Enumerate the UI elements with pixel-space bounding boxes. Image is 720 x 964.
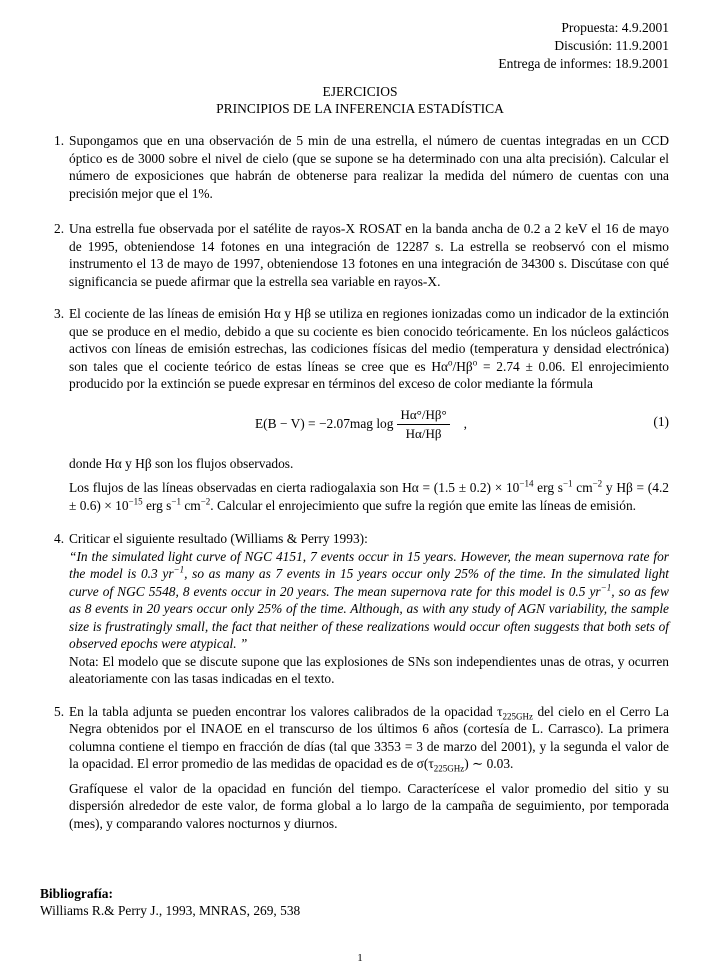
bibliography-title: Bibliografía: [40, 886, 113, 901]
exercise-5 [40, 703, 669, 833]
exercise-3 [40, 305, 669, 514]
exercise-paragraph: En la tabla adjunta se pueden encontrar los valores calibrados de la opacidad $\tau_{225GHz}$ del cielo en el Cerro La Negra obtenidos por el INAOE en el transcurso de los últimos 6 años (cortesía de L. Carrasco). La primera columna contiene el tiempo en fracción de días (tal que 3353 = 3 de marzo del 2001), y la segunda el valor de la opacidad. El error promedio de las medidas de opacidad es de $\sigma(\tau_{225GHz})$ ∼ 0.03. [69, 703, 669, 774]
equation-comma: , [463, 416, 468, 432]
page-title [0, 83, 720, 117]
equation [69, 401, 669, 449]
exercise-paragraph: El cociente de las líneas de emisión Hα y Hβ se utiliza en regiones ionizadas como un indicador de la extinción que se produce en el medio, debido a que su cociente es bien conocido teóricamente. En los núcleos galácticos activos con líneas de emisión estrechas, las codiciones físicas del medio (temperatura y densidad electrónica) son tales que el cociente teórico de estas líneas se cree que es $H\alpha^o/H\beta^o = 2.74 \pm 0.06$. El enrojecimiento producido por la extinción se puede expresar en términos del exceso de color mediante la fórmula [69, 306, 669, 391]
title-line-1: EJERCICIOS [322, 84, 398, 99]
exercise-number: 5. [54, 703, 65, 719]
delivery-date: Entrega de informes: 18.9.2001 [498, 56, 669, 71]
title-line-2: PRINCIPIOS DE LA INFERENCIA ESTADÍSTICA [216, 101, 504, 116]
exercise-intro: Criticar el siguiente resultado (Williams & Perry 1993): [69, 531, 368, 546]
exercise-paragraph: donde Hα y Hβ son los flujos observados. [69, 455, 294, 471]
exercise-text: Una estrella fue observada por el satélite de rayos-X ROSAT en la banda ancha de 0.2 a 2 keV el 16 de mayo de 1995, obteniendose 14 fotones en una integración de 12287 s. La estrella se reobservó con el mismo instrumento el 13 de mayo de 1997, obteniendose 13 fotones en una integración de 34300 s. Discútase con qué significancia se puede afirmar que la estrella sea variable en rayos-X. [69, 221, 669, 289]
fraction-denominator: Hα/Hβ [405, 425, 442, 441]
page-number: 1 [357, 952, 363, 964]
proposal-date: Propuesta: 4.9.2001 [561, 20, 669, 35]
fraction-numerator: Hα°/Hβ° [397, 407, 449, 425]
equation-number: (1) [653, 413, 669, 429]
exercise-number: 2. [54, 221, 65, 236]
exercise-note: Nota: El modelo que se discute supone que las explosiones de SNs son independientes unas de otras, y ocurren aleatoriamente con las tasas indicadas en el texto. [69, 653, 669, 686]
exercise-text: Supongamos que en una observación de 5 min de una estrella, el número de cuentas integradas en un CCD óptico es de 3000 sobre el nivel de cielo (que se supone se ha determinado con una alta precisión). Calcular el número de exposiciones que habrán de obtenerse para realizar la medida del número de cuentas con una precisión mejor que el 1%. [69, 133, 669, 201]
equation-lhs: E(B − V) = −2.07mag log [255, 416, 394, 432]
exercise-2 [40, 220, 669, 290]
exercise-1 [40, 132, 669, 202]
exercise-paragraph: Grafíquese el valor de la opacidad en función del tiempo. Caracterícese el valor promedio del sitio y su dispersión alrededor de este valor, de forma global a lo largo de la campaña de seguimiento, por temporada (mes), y comparando valores nocturnos y diurnos. [69, 780, 669, 831]
exercise-number: 4. [54, 531, 65, 546]
exercise-list [40, 132, 669, 832]
exercise-paragraph: Los flujos de las líneas observadas en cierta radiogalaxia son $H\alpha = (1.5 \pm 0.2) \times 10^{-14}$ erg $s^{-1}$ $cm^{-2}$ y $H\beta = (4.2 \pm 0.6) \times 10^{-15}$ erg $s^{-1}$ $cm^{-2}$. Calcular el enrojecimiento que sufre la región que emite las líneas de emisión. [69, 478, 669, 513]
equation-fraction [397, 407, 449, 442]
exercise-number: 3. [54, 306, 65, 321]
bibliography [40, 885, 300, 919]
exercise-number: 1. [54, 133, 65, 148]
exercise-4 [40, 530, 669, 688]
discussion-date: Discusión: 11.9.2001 [554, 38, 669, 53]
quotation: “In the simulated light curve of NGC 4151, 7 events occur in 15 years. However, the mean supernova rate for the model is 0.3 $yr^{-1}$, so as many as 7 events in 15 years occur only 25% of the time. In the simulated light curve of NGC 5548, 8 events occur in 20 years. The mean supernova rate for this model is 0.5 $yr^{-1}$, so as few as 8 events in 20 years occur only 25% of the time. Although, as with any study of AGN variability, the sample size is frustratingly small, the fact that neither of these realizations would occur often suggests that both sets of observed epochs were atypical. ” [69, 548, 669, 651]
bibliography-entry: Williams R.& Perry J., 1993, MNRAS, 269, 538 [40, 903, 301, 918]
date-header [498, 19, 669, 73]
